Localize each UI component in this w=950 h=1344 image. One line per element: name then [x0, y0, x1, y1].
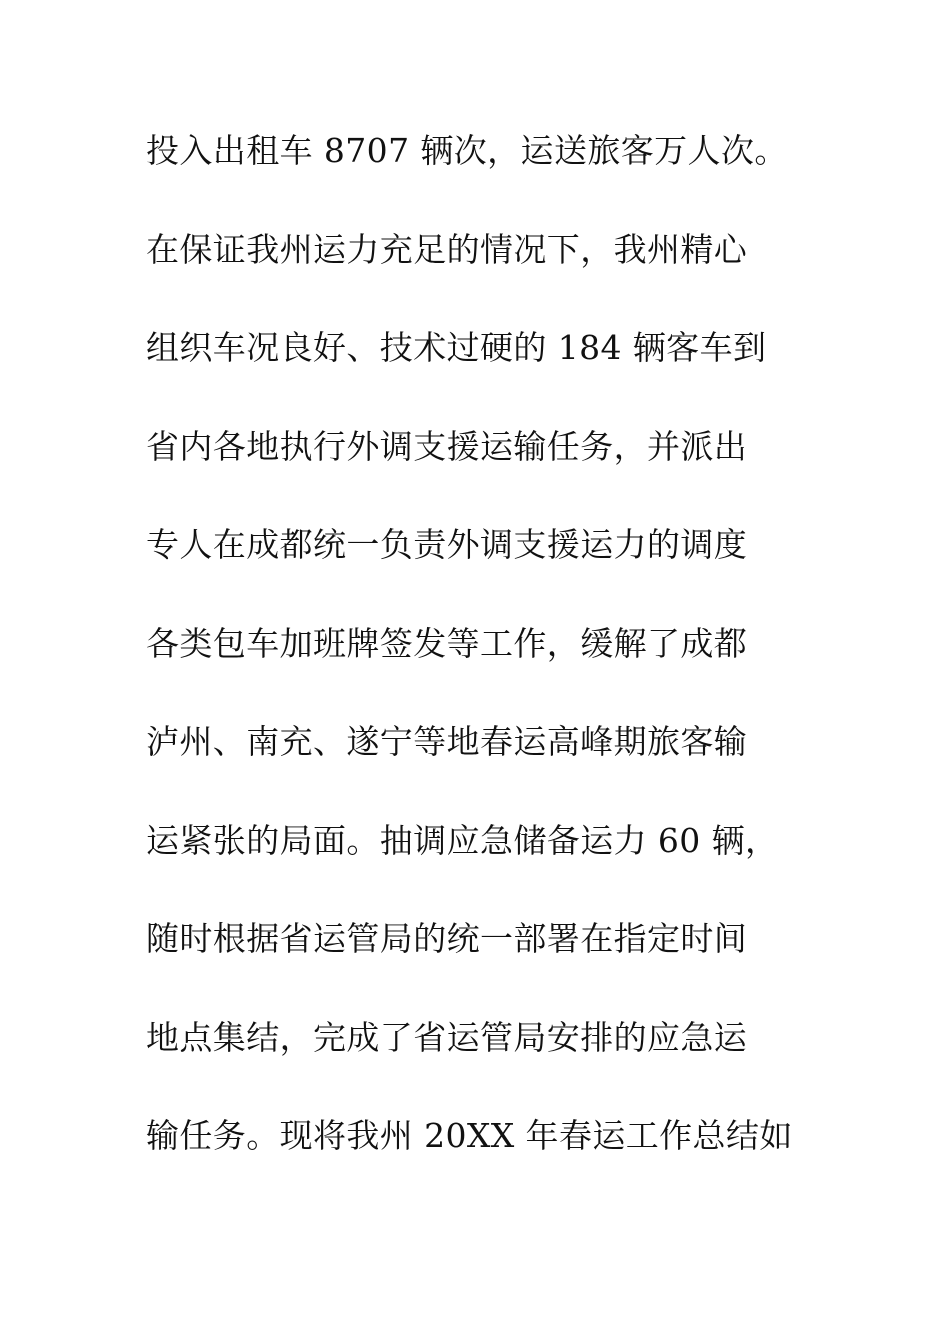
text-line-7: 泸州、南充、遂宁等地春运高峰期旅客输: [146, 722, 748, 761]
text-line-3: 组织车况良好、技术过硬的 184 辆客车到: [146, 328, 767, 367]
text-line-11: 输任务。现将我州 20XX 年春运工作总结如: [146, 1116, 793, 1155]
text-line-9: 随时根据省运管局的统一部署在指定时间: [146, 919, 748, 958]
text-line-6: 各类包车加班牌签发等工作，缓解了成都: [146, 623, 748, 663]
text-line-2: 在保证我州运力充足的情况下，我州精心: [146, 229, 748, 269]
text-line-1: 投入出租车 8707 辆次，运送旅客万人次。: [146, 131, 788, 170]
text-line-4: 省内各地执行外调支援运输任务，并派出: [146, 426, 748, 466]
body-text: [146, 116, 816, 1200]
text-line-10: 地点集结，完成了省运管局安排的应急运: [146, 1017, 748, 1057]
text-line-8: 运紧张的局面。抽调应急储备运力 60 辆，: [146, 820, 779, 860]
text-line-5: 专人在成都统一负责外调支援运力的调度: [146, 525, 748, 564]
